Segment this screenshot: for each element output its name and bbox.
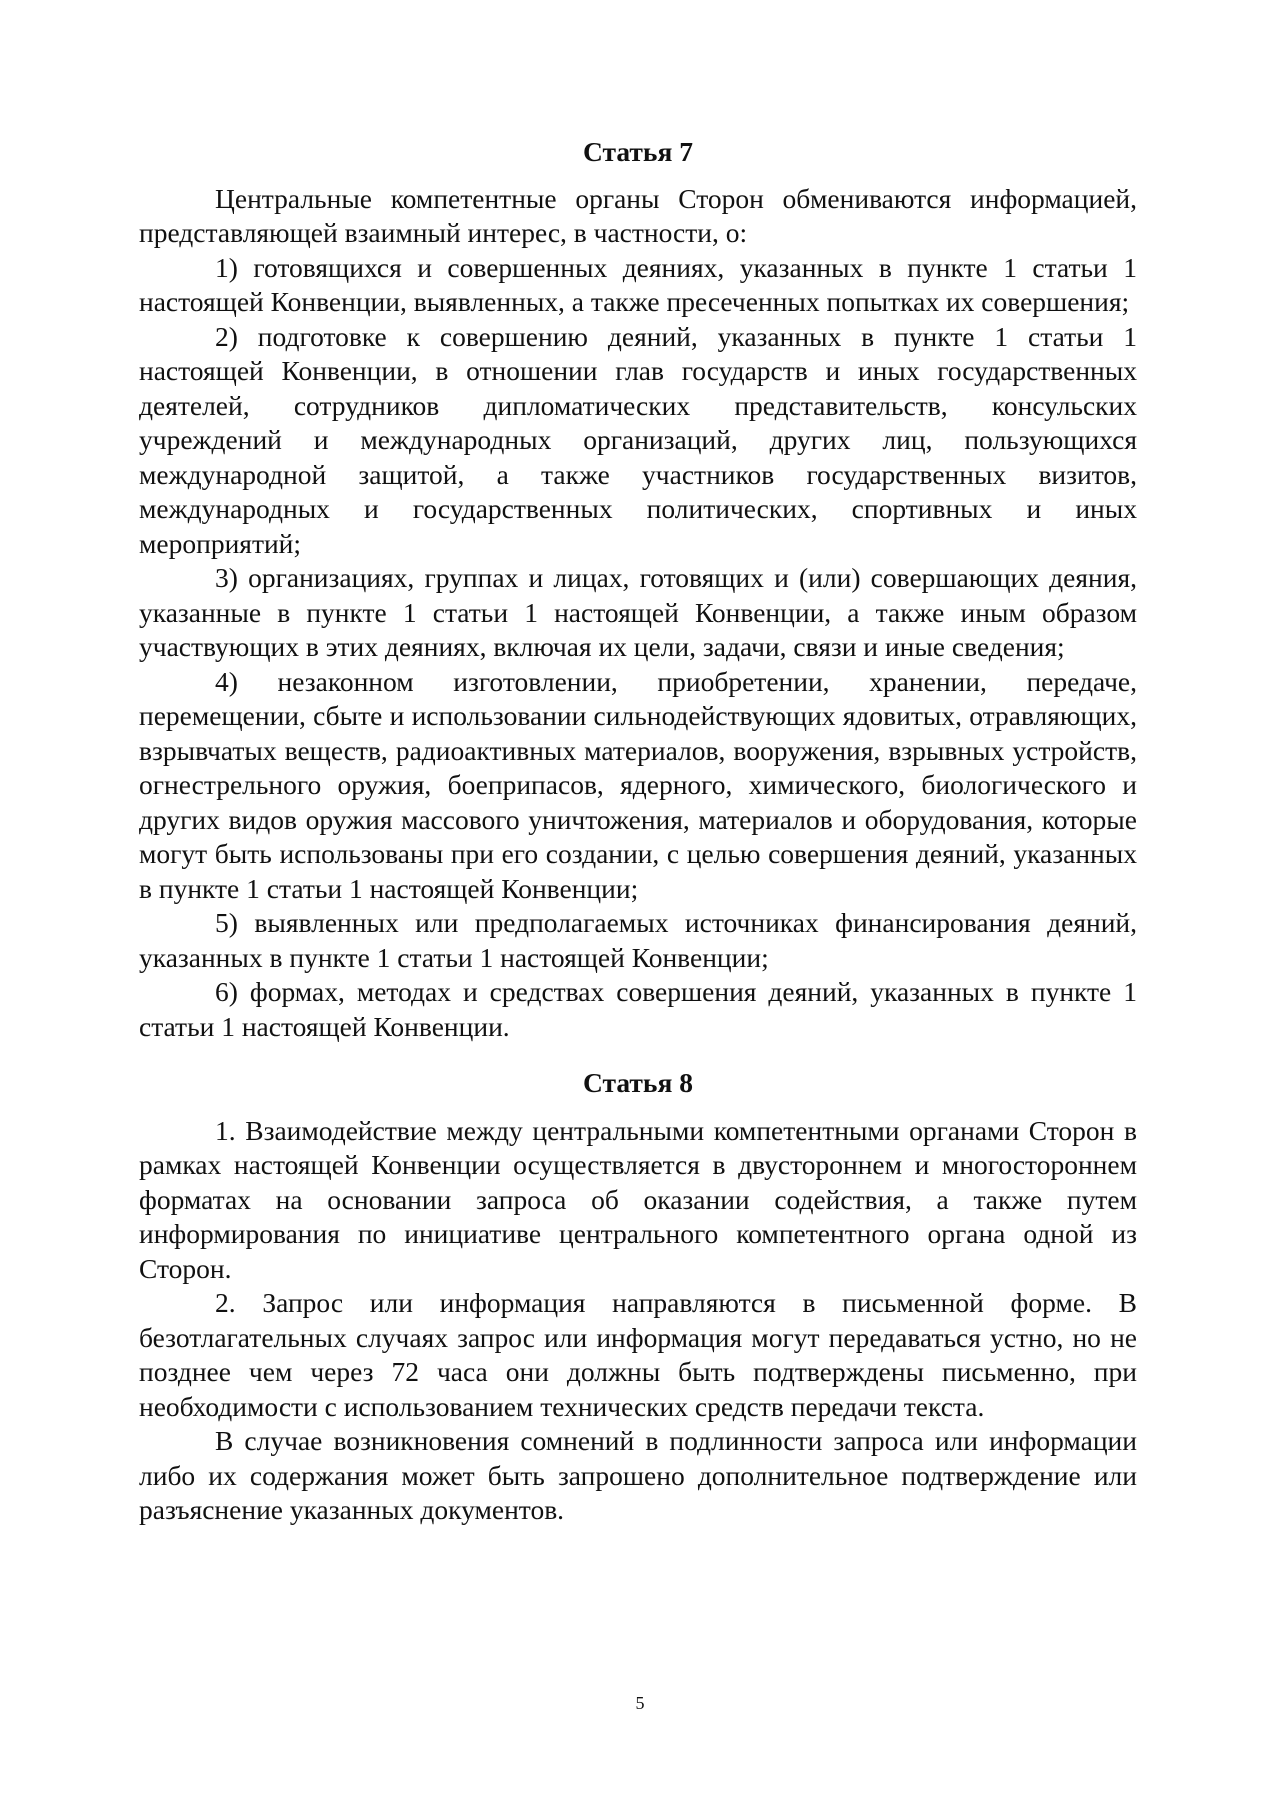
article-7-item-4: 4) незаконном изготовлении, приобретении, хранении, передаче, перемещении, сбыте и использовании сильнодействующих ядовитых, отравляющих, взрывчатых веществ, радиоактивных материалов, вооружения, взрывных устройств, огнестрельного оружия, боеприпасов, ядерного, химического, биологического и других видов оружия массового уничтожения, материалов и оборудования, которые могут быть использованы при его создании, с целью совершения деяний, указанных в пункте 1 статьи 1 настоящей Конвенции; xyxy=(139,665,1137,904)
article-8-paragraph-3: В случае возникновения сомнений в подлинности запроса или информации либо их содержания может быть запрошено дополнительное подтверждение или разъяснение указанных документов. xyxy=(139,1425,1137,1525)
article-8-paragraph-2: 2. Запрос или информация направляются в письменной форме. В безотлагательных случаях запрос или информация могут передаваться устно, но не позднее чем через 72 часа они должны быть подтверждены письменно, при необходимости с использованием технических средств передачи текста. xyxy=(139,1287,1137,1422)
article-7-item-3: 3) организациях, группах и лицах, готовящих и (или) совершающих деяния, указанные в пункте 1 статьи 1 настоящей Конвенции, а также иным образом участвующих в этих деяниях, включая их цели, задачи, связи и иные сведения; xyxy=(139,562,1137,662)
article-8-heading: Статья 8 xyxy=(583,1067,693,1098)
article-7-item-6: 6) формах, методах и средствах совершения деяний, указанных в пункте 1 статьи 1 настоящей Конвенции. xyxy=(139,976,1137,1042)
page-number: 5 xyxy=(635,1693,645,1713)
article-7-item-2: 2) подготовке к совершению деяний, указанных в пункте 1 статьи 1 настоящей Конвенции, в отношении глав государств и иных государственных деятелей, сотрудников дипломатических представительств, консульских учреждений и международных организаций, других лиц, пользующихся международной защитой, а также участников государственных визитов, международных и государственных политических, спортивных и иных мероприятий; xyxy=(139,320,1137,559)
article-8-paragraph-1: 1. Взаимодействие между центральными компетентными органами Сторон в рамках настоящей Конвенции осуществляется в двустороннем и многостороннем форматах на основании запроса об оказании содействия, а также путем информирования по инициативе центрального компетентного органа одной из Сторон. xyxy=(139,1114,1137,1284)
article-7-heading: Статья 7 xyxy=(583,136,693,167)
article-7-item-1: 1) готовящихся и совершенных деяниях, указанных в пункте 1 статьи 1 настоящей Конвенции, выявленных, а также пресеченных попытках их совершения; xyxy=(139,251,1137,317)
article-7-item-5: 5) выявленных или предполагаемых источниках финансирования деяний, указанных в пункте 1 статьи 1 настоящей Конвенции; xyxy=(139,907,1137,973)
article-7-intro: Центральные компетентные органы Сторон обмениваются информацией, представляющей взаимный интерес, в частности, о: xyxy=(139,182,1137,248)
page-content xyxy=(139,135,1137,1528)
